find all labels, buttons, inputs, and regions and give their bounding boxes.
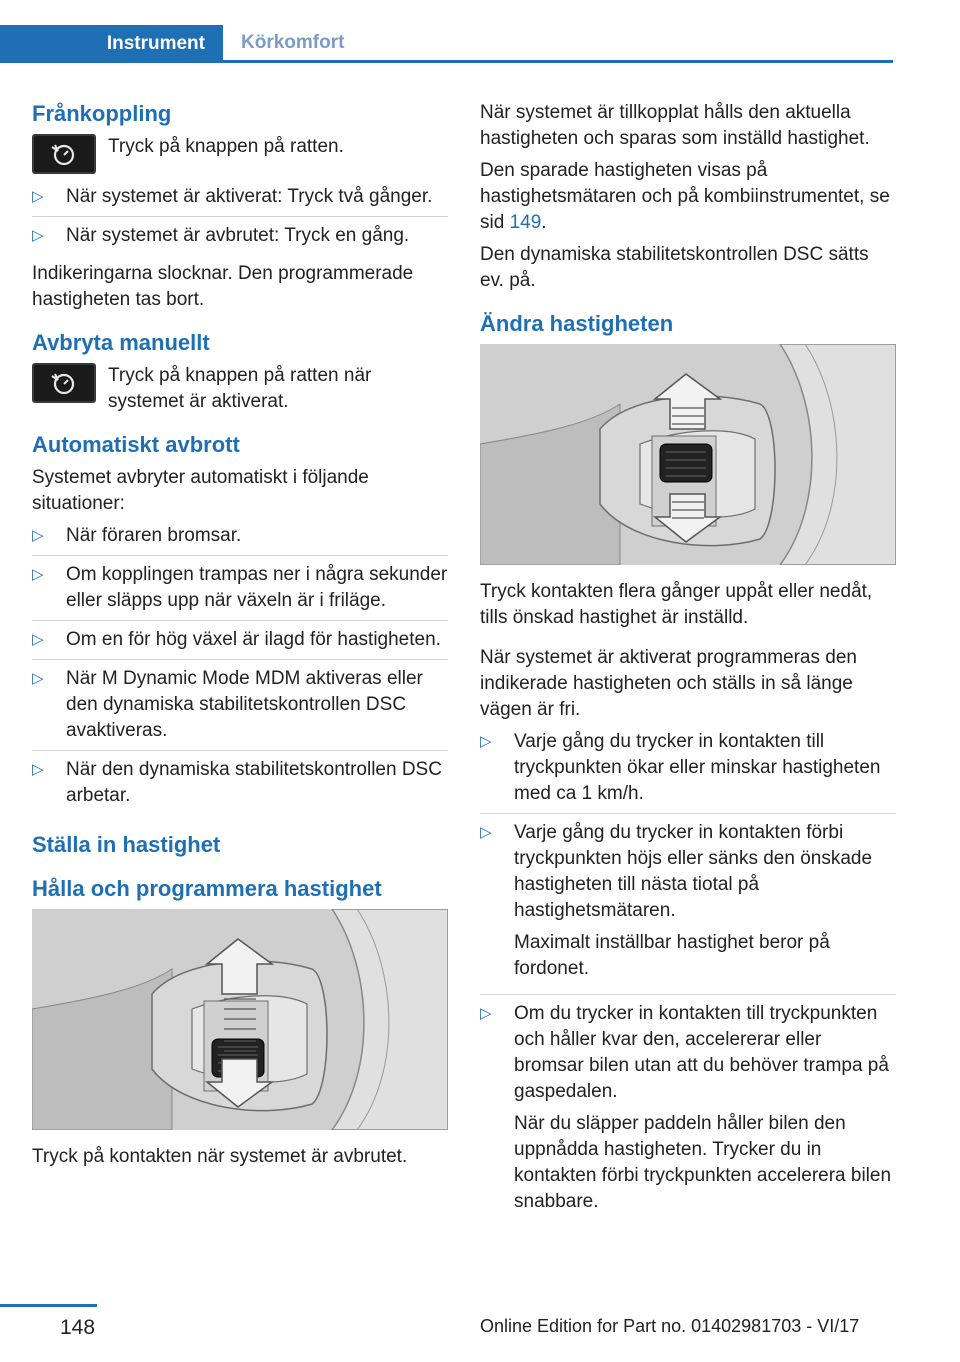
avbryta-icon-row bbox=[32, 363, 448, 415]
automatiskt-intro: Systemet avbryter automatiskt i följande situationer: bbox=[32, 467, 369, 514]
triangle-bullet-icon: ▷ bbox=[32, 566, 44, 583]
list-item-sub: När du släpper paddeln håller bilen den uppnådda hastigheten. Trycker du in kontakten förbi tryckpunkten accelerera bilen snabbare. bbox=[514, 1113, 892, 1212]
list-item: ▷ När systemet är avbrutet: Tryck en gång. bbox=[32, 223, 448, 255]
right-p1: När systemet är tillkopplat hålls den aktuella hastigheten och sparas som inställd hastighet. bbox=[480, 102, 870, 149]
heading-andra: Ändra hastigheten bbox=[480, 311, 674, 336]
header-tabs bbox=[0, 25, 960, 63]
right-p4: När systemet är aktiverat programmeras den indikerade hastigheten och ställs in så länge vägen är fri. bbox=[480, 647, 857, 720]
right-column bbox=[480, 100, 896, 1233]
automatiskt-list bbox=[32, 523, 448, 815]
cruise-control-button-icon bbox=[32, 134, 96, 174]
list-item: ▷ Om kopplingen trampas ner i några sekunder eller släpps upp när växeln är i friläge. bbox=[32, 562, 448, 621]
tab-korkomfort[interactable]: Körkomfort bbox=[223, 25, 893, 63]
list-item: ▷ Varje gång du trycker in kontakten förbi tryckpunkten höjs eller sänks den önskade hastigheten till nästa tiotal på hastighetsmätaren. Maximalt inställbar hastighet beror på fordonet. bbox=[480, 820, 896, 995]
page-number: 148 bbox=[60, 1316, 96, 1339]
steering-wheel-switch-illustration-2 bbox=[480, 344, 896, 565]
triangle-bullet-icon: ▷ bbox=[480, 824, 492, 841]
triangle-bullet-icon: ▷ bbox=[32, 227, 44, 244]
heading-halla: Hålla och programmera hastighet bbox=[32, 876, 382, 901]
list-item: ▷ När M Dynamic Mode MDM aktiveras eller den dynamiska stabilitetskontrollen DSC avaktiveras. bbox=[32, 666, 448, 751]
list-item: ▷ När den dynamiska stabilitetskontrollen DSC arbetar. bbox=[32, 759, 442, 806]
left-column bbox=[32, 100, 448, 1176]
cruise-control-button-icon bbox=[32, 363, 96, 403]
halla-caption: Tryck på kontakten när systemet är avbrutet. bbox=[32, 1146, 408, 1167]
andra-list bbox=[480, 729, 896, 1227]
list-item-sub: Maximalt inställbar hastighet beror på fordonet. bbox=[514, 932, 830, 979]
tab-instrument[interactable]: Instrument bbox=[0, 25, 223, 63]
heading-avbryta: Avbryta manuellt bbox=[32, 330, 210, 355]
list-item: ▷ Om du trycker in kontakten till tryckpunkten och håller kvar den, accelererar eller bromsar bilen utan att du behöver trampa på gaspedalen. När du släpper paddeln håller bilen den uppnådda hastigheten. Trycker du in kontakten förbi tryckpunkten accelerera bilen snabbare. bbox=[480, 1001, 896, 1227]
heading-frankoppling: Frånkoppling bbox=[32, 101, 172, 126]
heading-automatiskt: Automatiskt avbrott bbox=[32, 432, 240, 457]
steering-wheel-switch-icon bbox=[480, 344, 896, 565]
frankoppling-icon-text: Tryck på knappen på ratten. bbox=[108, 136, 344, 157]
page-link-149[interactable]: 149 bbox=[509, 212, 542, 233]
triangle-bullet-icon: ▷ bbox=[32, 527, 44, 544]
avbryta-icon-text: Tryck på knappen på ratten när systemet är aktiverat. bbox=[108, 365, 372, 412]
triangle-bullet-icon: ▷ bbox=[32, 670, 44, 687]
triangle-bullet-icon: ▷ bbox=[32, 188, 44, 205]
frankoppling-icon-row bbox=[32, 134, 448, 174]
right-p3: Den dynamiska stabilitetskontrollen DSC sätts ev. på. bbox=[480, 244, 869, 291]
andra-caption: Tryck kontakten flera gånger uppåt eller nedåt, tills önskad hastighet är inställd. bbox=[480, 581, 873, 628]
triangle-bullet-icon: ▷ bbox=[32, 631, 44, 648]
list-item: ▷ När föraren bromsar. bbox=[32, 523, 448, 556]
list-item: ▷ När systemet är aktiverat: Tryck två gånger. bbox=[32, 184, 448, 217]
triangle-bullet-icon: ▷ bbox=[32, 761, 44, 778]
heading-stalla: Ställa in hastighet bbox=[32, 832, 221, 857]
footer-accent-line bbox=[0, 1304, 97, 1307]
right-p2: Den sparade hastigheten visas på hastighetsmätaren och på kombiinstrumentet, se sid 149. bbox=[480, 160, 890, 233]
list-item: ▷ Varje gång du trycker in kontakten till tryckpunkten ökar eller minskar hastigheten med ca 1 km/h. bbox=[480, 729, 896, 814]
list-item: ▷ Om en för hög växel är ilagd för hastigheten. bbox=[32, 627, 448, 660]
steering-wheel-switch-illustration bbox=[32, 909, 448, 1130]
frankoppling-list bbox=[32, 184, 448, 255]
footer-edition: Online Edition for Part no. 01402981703 - VI/17 bbox=[480, 1316, 860, 1336]
triangle-bullet-icon: ▷ bbox=[480, 1005, 492, 1022]
triangle-bullet-icon: ▷ bbox=[480, 733, 492, 750]
frankoppling-after: Indikeringarna slocknar. Den programmerade hastigheten tas bort. bbox=[32, 263, 414, 310]
steering-wheel-switch-icon bbox=[32, 909, 448, 1130]
